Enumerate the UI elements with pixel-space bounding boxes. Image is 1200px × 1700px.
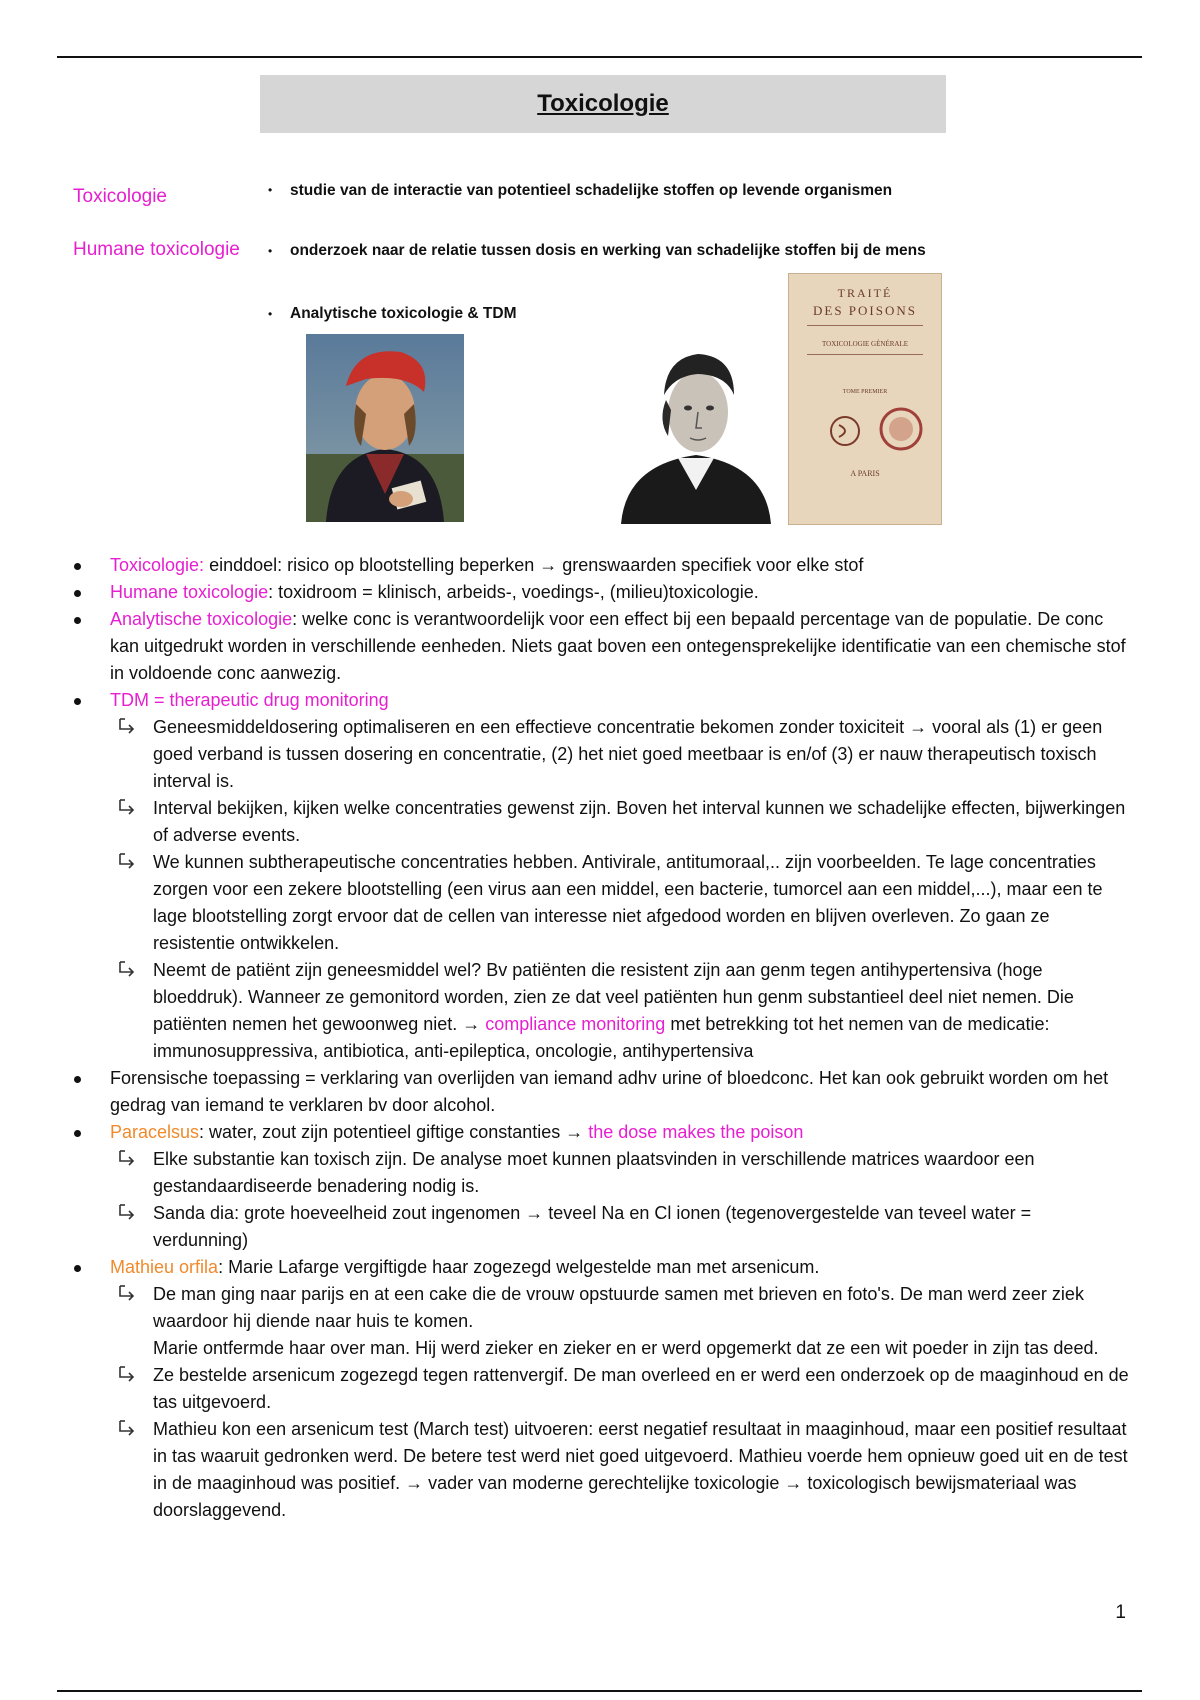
item-text: Geneesmiddeldosering optimaliseren en een effectieve concentratie bekomen zonder toxiciteit → vooral als (1) er geen goed verband is tussen dosering en concentratie, (2) het niet goed meetbaar is en/of (3) er nauw therapeutisch toxisch interval is. xyxy=(153,717,1103,791)
page-title: Toxicologie xyxy=(537,90,669,117)
traite-des-poisons-book-cover xyxy=(788,273,942,525)
item-text: We kunnen subtherapeutische concentraties hebben. Antivirale, antitumoraal,.. zijn voorbeelden. Te lage concentraties zorgen voor een zekere blootstelling (een virus aan een middel, een bacterie, tumorcel aan een middel,...), maar een te lage blootstelling zorgt ervoor dat de cellen van interesse niet afgedood worden en blijven overleven. Zo gaan ze resistentie ontwikkelen. xyxy=(153,852,1103,953)
item-text: : toxidroom = klinisch, arbeids-, voedings-, (milieu)toxicologie. xyxy=(268,582,759,602)
sub-list-item xyxy=(70,1146,1130,1200)
book-place: A PARIS xyxy=(850,469,880,478)
bullet-dot xyxy=(74,590,81,597)
title-banner xyxy=(260,75,946,133)
arrow-bullet-icon xyxy=(116,1283,138,1305)
highlight-text: the dose makes the poison xyxy=(588,1122,804,1142)
item-text: : water, zout zijn potentieel giftige constanties → xyxy=(199,1122,589,1142)
def-bullet: • xyxy=(268,183,273,197)
bottom-rule xyxy=(57,1690,1142,1692)
item-text: : Marie Lafarge vergiftigde haar zogezegd welgestelde man met arsenicum. xyxy=(218,1257,820,1277)
bullet-dot xyxy=(74,1076,81,1083)
list-item xyxy=(70,579,1130,606)
def-term-humane-toxicologie: Humane toxicologie xyxy=(73,239,240,260)
term-label: Toxicologie: xyxy=(110,555,205,575)
arrow-bullet-icon xyxy=(116,959,138,981)
highlight-text: compliance monitoring xyxy=(485,1014,666,1034)
bullet-dot xyxy=(74,1130,81,1137)
list-item xyxy=(70,1254,1130,1281)
item-text: Marie ontfermde haar over man. Hij werd zieker en zieker en er werd opgemerkt dat ze een wit poeder in zijn tas deed. xyxy=(153,1338,1099,1358)
book-subtitle: TOXICOLOGIE GÉNÉRALE xyxy=(822,340,908,348)
sub-list-item xyxy=(70,1416,1130,1524)
item-text: : welke conc is verantwoordelijk voor een effect bij een bepaald percentage van de populatie. De conc kan uitgedrukt worden in verschillende eenheden. Niets gaat boven een ontegensprekelijke identificatie van een chemische stof in voldoende conc aanwezig. xyxy=(110,609,1126,683)
arrow-bullet-icon xyxy=(116,797,138,819)
page-number: 1 xyxy=(1115,1602,1126,1623)
sub-list-item xyxy=(70,1281,1130,1362)
sub-list-item xyxy=(70,849,1130,957)
list-item xyxy=(70,687,1130,714)
bullet-dot xyxy=(74,563,81,570)
def-text-toxicologie: studie van de interactie van potentieel schadelijke stoffen op levende organismen xyxy=(290,182,893,199)
term-label: Humane toxicologie xyxy=(110,582,269,602)
arrow-bullet-icon xyxy=(116,851,138,873)
item-text: Sanda dia: grote hoeveelheid zout ingenomen → teveel Na en Cl ionen (tegenovergestelde van teveel water = verdunning) xyxy=(153,1203,1032,1250)
arrow-bullet-icon xyxy=(116,1148,138,1170)
def-bullet: • xyxy=(268,307,273,321)
book-title-line2: DES POISONS xyxy=(813,303,917,318)
main-bullet-list xyxy=(70,552,1130,1524)
list-item xyxy=(70,606,1130,687)
term-label: Analytische toxicologie xyxy=(110,609,293,629)
item-text: Mathieu kon een arsenicum test (March test) uitvoeren: eerst negatief resultaat in maaginhoud, maar een positief resultaat in tas waaruit gedronken werd. De betere test werd niet goed uitgevoerd. Mathieu voerde hem opnieuw goed uit en de test in de maaginhoud was positief. → vader van moderne gerechtelijke toxicologie → toxicologisch bewijsmateriaal was doorslaggevend. xyxy=(153,1419,1128,1520)
item-text: met betrekking tot het nemen van de medicatie: immunosuppressiva, antibiotica, anti-epileptica, oncologie, antihypertensiva xyxy=(153,1014,1050,1061)
paracelsus-portrait xyxy=(306,334,464,522)
arrow-bullet-icon xyxy=(116,716,138,738)
list-item xyxy=(70,1065,1130,1119)
sub-list-item xyxy=(70,795,1130,849)
item-text: Neemt de patiënt zijn geneesmiddel wel? Bv patiënten die resistent zijn aan genm tegen antihypertensiva (hoge bloeddruk). Wanneer ze gemonitord worden, zien ze dat veel patiënten hun genm substantieel deel niet nemen. Die patiënten nemen het gewoonweg niet. → xyxy=(153,960,1074,1034)
book-tome: TOME PREMIER xyxy=(842,389,888,395)
def-text-analytische: Analytische toxicologie & TDM xyxy=(290,305,517,322)
sub-list-item xyxy=(70,1362,1130,1416)
book-stamp-icon xyxy=(805,401,925,461)
list-item xyxy=(70,552,1130,579)
item-text: Elke substantie kan toxisch zijn. De analyse moet kunnen plaatsvinden in verschillende matrices waardoor een gestandaardiseerde benadering nodig is. xyxy=(153,1149,1035,1196)
arrow-bullet-icon xyxy=(116,1202,138,1224)
item-text: einddoel: risico op blootstelling beperken → grenswaarden specifiek voor elke stof xyxy=(204,555,864,575)
item-text: Ze bestelde arsenicum zogezegd tegen rattenvergif. De man overleed en er werd een onderzoek op de maaginhoud en de tas uitgevoerd. xyxy=(153,1365,1129,1412)
sub-list-item xyxy=(70,957,1130,1065)
top-rule xyxy=(57,56,1142,58)
book-title-line1: TRAITÉ xyxy=(837,286,893,300)
term-label: Paracelsus xyxy=(110,1122,200,1142)
arrow-bullet-icon xyxy=(116,1364,138,1386)
item-text: Interval bekijken, kijken welke concentraties gewenst zijn. Boven het interval kunnen we schadelijke effecten, bijwerkingen of adverse events. xyxy=(153,798,1126,845)
arrow-bullet-icon xyxy=(116,1418,138,1440)
item-text: De man ging naar parijs en at een cake die de vrouw opstuurde samen met brieven en foto's. De man werd zeer ziek waardoor hij diende naar huis te komen. xyxy=(153,1284,1084,1331)
book-rule xyxy=(807,354,923,355)
def-text-humane-toxicologie: onderzoek naar de relatie tussen dosis en werking van schadelijke stoffen bij de mens xyxy=(290,242,926,259)
list-item xyxy=(70,1119,1130,1146)
sub-list-item xyxy=(70,714,1130,795)
orfila-portrait xyxy=(616,340,776,524)
term-label: Mathieu orfila xyxy=(110,1257,219,1277)
def-bullet: • xyxy=(268,244,273,258)
sub-list-item xyxy=(70,1200,1130,1254)
item-text: Forensische toepassing = verklaring van overlijden van iemand adhv urine of bloedconc. Het kan ook gebruikt worden om het gedrag van iemand te verklaren bv door alcohol. xyxy=(110,1068,1109,1115)
def-term-toxicologie: Toxicologie xyxy=(73,186,167,207)
bullet-dot xyxy=(74,1265,81,1272)
term-label: TDM = therapeutic drug monitoring xyxy=(110,690,389,710)
bullet-dot xyxy=(74,698,81,705)
bullet-dot xyxy=(74,617,81,624)
book-rule xyxy=(807,325,923,326)
